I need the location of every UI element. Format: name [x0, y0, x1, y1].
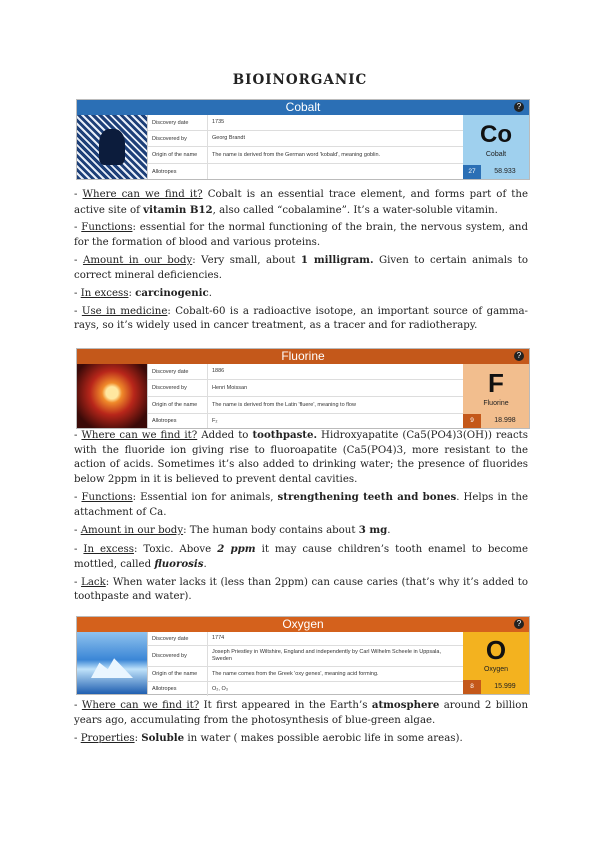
- cobalt-atomic-mass: 58.933: [494, 168, 516, 175]
- cobalt-text: [74, 188, 528, 334]
- paragraph: - Functions: essential for the normal functioning of the brain, the nervous system, and for the formation of blood and various proteins.: [74, 222, 528, 248]
- cobalt-header-label: Cobalt: [285, 100, 321, 114]
- fluorine-element-tile: [463, 364, 529, 428]
- fluorine-row-key: Discovery date: [148, 364, 208, 379]
- fluorine-row-value: 1886: [212, 368, 225, 374]
- paragraph: - Amount in our body: The human body contains about 3 mg.: [74, 524, 391, 536]
- oxygen-atomic-mass: 15.999: [494, 683, 516, 690]
- oxygen-text: [74, 698, 528, 747]
- fluorine-row-value: F₂: [212, 417, 218, 424]
- paragraph-label: Where can we find it?: [82, 189, 203, 200]
- paragraph: - In excess: Toxic. Above 2 ppm it may cause children’s tooth enamel to become mottled, called fluorosis.: [74, 542, 528, 570]
- cobalt-card-header: [77, 100, 529, 115]
- oxygen-header-label: Oxygen: [282, 617, 324, 631]
- fluorine-name: Fluorine: [483, 400, 509, 407]
- paragraph: - Amount in our body: Very small, about 1 milligram. Given to certain animals to correct mineral deficiencies.: [74, 254, 528, 281]
- oxygen-row-value: Joseph Priestley in Wiltshire, England and independently by Carl Wilhelm Scheele in Uppsala, Sweden: [212, 649, 441, 662]
- oxygen-row-key: Discovery date: [148, 632, 208, 645]
- paragraph-label: Amount in our body: [80, 525, 184, 536]
- paragraph: - Properties: Soluble in water ( makes possible aerobic life in some areas).: [74, 732, 463, 744]
- oxygen-element-tile: [463, 632, 529, 694]
- oxygen-row-value: O₂, O₃: [212, 685, 228, 692]
- paragraph-label: Use in medicine: [81, 305, 168, 317]
- paragraph-label: Amount in our body: [82, 255, 193, 266]
- cobalt-row-key: Discovery date: [148, 115, 208, 130]
- fluorine-row-value: The name is derived from the Latin 'fluere', meaning to flow: [212, 401, 356, 408]
- paragraph: - Lack: When water lacks it (less than 2ppm) can cause caries (that’s why it’s added to toothpaste and water).: [74, 576, 528, 602]
- oxygen-atomic-number: 8: [463, 680, 481, 694]
- help-icon[interactable]: ?: [514, 619, 524, 629]
- cobalt-row-key: Origin of the name: [148, 147, 208, 163]
- cobalt-row-key: Allotropes: [148, 164, 208, 179]
- paragraph-label: Properties: [80, 733, 135, 744]
- help-icon[interactable]: ?: [514, 102, 524, 112]
- cobalt-image: [77, 115, 147, 179]
- paragraph: - In excess: carcinogenic.: [74, 287, 212, 299]
- paragraph-label: Where can we find it?: [81, 700, 200, 711]
- paragraph-label: Lack: [81, 576, 106, 588]
- fluorine-symbol: F: [488, 368, 504, 398]
- fluorine-text: [74, 428, 528, 605]
- oxygen-row-key: Origin of the name: [148, 667, 208, 681]
- paragraph-label: Where can we find it?: [81, 430, 198, 441]
- paragraph: - Where can we find it? Added to toothpaste. Hidroxyapatite (Ca5(PO4)3(OH)) reacts with the fluoride ion giving rise to fluoroapatite (Ca5(PO4)3, more resistant to the action of acids. Sometimes it’s also added to drinking water; the presence of fluorides below 2ppm in it is believed to prevent dental cavities.: [74, 429, 528, 485]
- oxygen-row-value: The name comes from the Greek 'oxy genes', meaning acid forming.: [212, 670, 379, 677]
- paragraph-label: In excess: [83, 543, 134, 555]
- fluorine-card: [76, 348, 530, 429]
- paragraph: - Where can we find it? It first appeared in the Earth’s atmosphere around 2 billion years ago, accumulating from the photosynthesis of blue-green algae.: [74, 699, 529, 726]
- oxygen-row-value: 1774: [212, 635, 225, 641]
- cobalt-element-tile: [463, 115, 529, 179]
- cobalt-atomic-number: 27: [463, 165, 481, 179]
- cobalt-row-value: Georg Brandt: [212, 135, 246, 141]
- paragraph: - Functions: Essential ion for animals, strengthening teeth and bones. Helps in the attachment of Ca.: [74, 491, 528, 518]
- oxygen-row-key: Discovered by: [148, 646, 208, 666]
- cobalt-name: Cobalt: [485, 151, 507, 158]
- fluorine-row-key: Allotropes: [148, 414, 208, 428]
- cobalt-row-value: 1735: [212, 119, 225, 125]
- paragraph-label: Functions: [81, 492, 133, 503]
- oxygen-card: [76, 616, 530, 695]
- fluorine-header-label: Fluorine: [281, 349, 325, 363]
- paragraph: - Where can we find it? Cobalt is an essential trace element, and forms part of the active site of vitamin B12, also called “cobalamine”. It’s a water-soluble vitamin.: [74, 189, 528, 216]
- fluorine-row-value: Henri Moissan: [212, 384, 248, 391]
- oxygen-image: [77, 632, 147, 694]
- cobalt-card: [76, 99, 530, 180]
- oxygen-symbol: O: [485, 635, 507, 665]
- fluorine-card-header: [77, 349, 529, 364]
- fluorine-atomic-number: 9: [463, 414, 481, 428]
- help-icon[interactable]: ?: [514, 351, 524, 361]
- cobalt-row-key: Discovered by: [148, 131, 208, 146]
- page-title: BIOINORGANIC: [232, 72, 368, 88]
- oxygen-row-key: Allotropes: [148, 682, 208, 696]
- fluorine-row-key: Discovered by: [148, 380, 208, 396]
- cobalt-row-value: The name is derived from the German word 'kobald', meaning goblin.: [212, 151, 381, 158]
- oxygen-card-header: [77, 617, 529, 632]
- fluorine-image: [77, 364, 147, 428]
- cobalt-symbol: Co: [480, 121, 512, 148]
- fluorine-atomic-mass: 18.998: [494, 417, 516, 424]
- paragraph-label: In excess: [80, 288, 129, 299]
- paragraph: - Use in medicine: Cobalt-60 is a radioactive isotope, an important source of gamma-rays, so it’s widely used in cancer treatment, as a tracer and for radiotherapy.: [74, 305, 528, 331]
- oxygen-name: Oxygen: [483, 666, 509, 673]
- fluorine-row-key: Origin of the name: [148, 397, 208, 413]
- paragraph-label: Functions: [81, 222, 133, 233]
